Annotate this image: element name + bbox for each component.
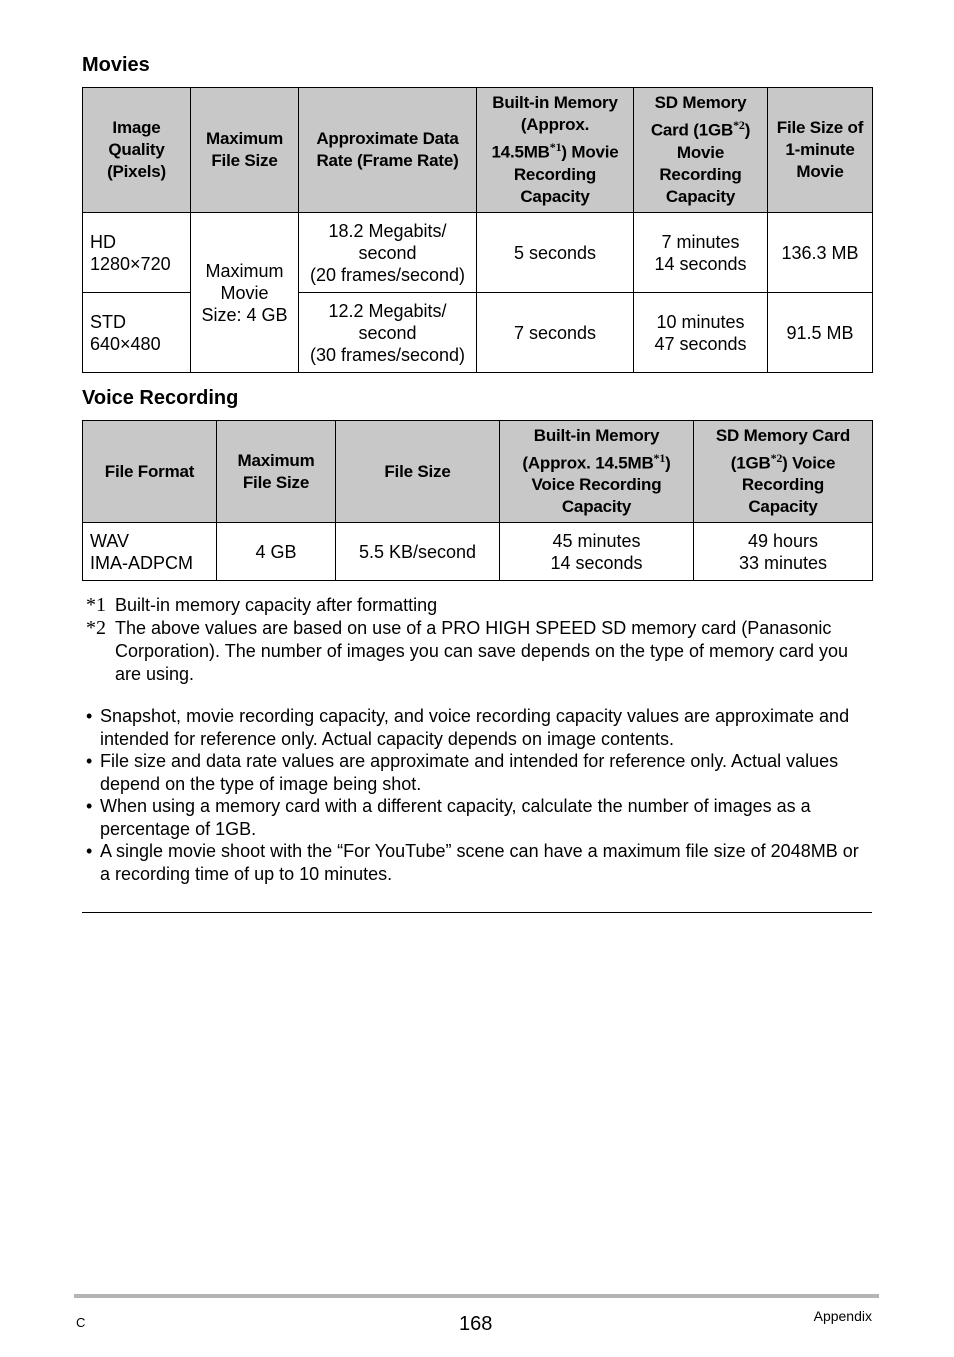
cell-builtin: 45 minutes 14 seconds <box>500 523 694 581</box>
cell-sd: 49 hours 33 minutes <box>694 523 873 581</box>
movies-heading: Movies <box>82 54 150 76</box>
header-file-size: File Size <box>336 421 500 523</box>
footnotes <box>86 594 872 686</box>
bullet-icon: • <box>86 841 93 861</box>
bullet-icon: • <box>86 751 93 771</box>
header-data-rate: Approximate Data Rate (Frame Rate) <box>299 88 477 213</box>
cell-rate: 18.2 Megabits/ second (20 frames/second) <box>299 213 477 293</box>
header-maximum-file-size: Maximum File Size <box>191 88 299 213</box>
cell-quality: HD 1280×720 <box>83 213 191 293</box>
footnote-item <box>86 594 872 617</box>
cell-quality: STD 640×480 <box>83 293 191 373</box>
voice-table <box>82 420 873 581</box>
header-builtin-memory: Built-in Memory (Approx. 14.5MB$^{*1}$) Voice Recording Capacity <box>500 421 694 523</box>
cell-rate: 12.2 Megabits/ second (30 frames/second) <box>299 293 477 373</box>
cell-max-size: Maximum Movie Size: 4 GB <box>191 213 299 373</box>
cell-per-minute: 136.3 MB <box>768 213 873 293</box>
page-number: 168 <box>459 1313 493 1335</box>
header-maximum-file-size: Maximum File Size <box>217 421 336 523</box>
header-builtin-memory: Built-in Memory (Approx. 14.5MB$^{*1}$) Movie Recording Capacity <box>477 88 634 213</box>
header-file-size-per-minute: File Size of 1-minute Movie <box>768 88 873 213</box>
footer-divider <box>74 1294 879 1298</box>
footnote-item <box>86 617 872 686</box>
cell-per-minute: 91.5 MB <box>768 293 873 373</box>
table-row <box>83 213 873 293</box>
header-image-quality: Image Quality (Pixels) <box>83 88 191 213</box>
footnote-text: Built-in memory capacity after formatting <box>115 595 438 615</box>
footnote-text: The above values are based on use of a PRO HIGH SPEED SD memory card (Panasonic Corporation). The number of images you can save depends on the type of memory card you are using. <box>115 618 849 684</box>
cell-format: WAV IMA-ADPCM <box>83 523 217 581</box>
movies-header-row <box>83 88 873 213</box>
cell-builtin: 7 seconds <box>477 293 634 373</box>
footnote-ref: *2 <box>733 118 745 133</box>
footnote-ref: *1 <box>653 450 666 465</box>
notes-list <box>86 705 872 885</box>
header-file-format: File Format <box>83 421 217 523</box>
cell-builtin: 5 seconds <box>477 213 634 293</box>
cell-max-size: 4 GB <box>217 523 336 581</box>
footer-section-label: Appendix <box>813 1308 872 1324</box>
footnote-mark: *1 <box>86 594 106 616</box>
section-divider <box>82 912 872 913</box>
cell-sd: 7 minutes 14 seconds <box>634 213 768 293</box>
cell-sd: 10 minutes 47 seconds <box>634 293 768 373</box>
list-item: • A single movie shoot with the “For YouTube” scene can have a maximum file size of 2048MB or a recording time of up to 10 minutes. <box>86 841 859 884</box>
bullet-icon: • <box>86 706 93 726</box>
movies-table <box>82 87 873 373</box>
footnote-ref: *2 <box>770 450 783 465</box>
list-item: • Snapshot, movie recording capacity, and voice recording capacity values are approximate and intended for reference only. Actual capacity depends on image contents. <box>86 706 850 749</box>
header-sd-memory: SD Memory Card (1GB$^{*2}$) Voice Recording Capacity <box>694 421 873 523</box>
voice-header-row <box>83 421 873 523</box>
footnote-ref: *1 <box>549 140 562 155</box>
list-item: • File size and data rate values are approximate and intended for reference only. Actual values depend on the type of image being shot. <box>86 751 839 794</box>
footnote-mark: *2 <box>86 617 106 639</box>
list-item: • When using a memory card with a different capacity, calculate the number of images as a percentage of 1GB. <box>86 796 811 839</box>
voice-recording-heading: Voice Recording <box>82 387 239 409</box>
table-row <box>83 523 873 581</box>
footer-language-mark: C <box>76 1315 86 1330</box>
bullet-icon: • <box>86 796 93 816</box>
header-sd-memory: SD Memory Card (1GB$^{*2}$) Movie Recording Capacity <box>634 88 768 213</box>
cell-file-size: 5.5 KB/second <box>336 523 500 581</box>
